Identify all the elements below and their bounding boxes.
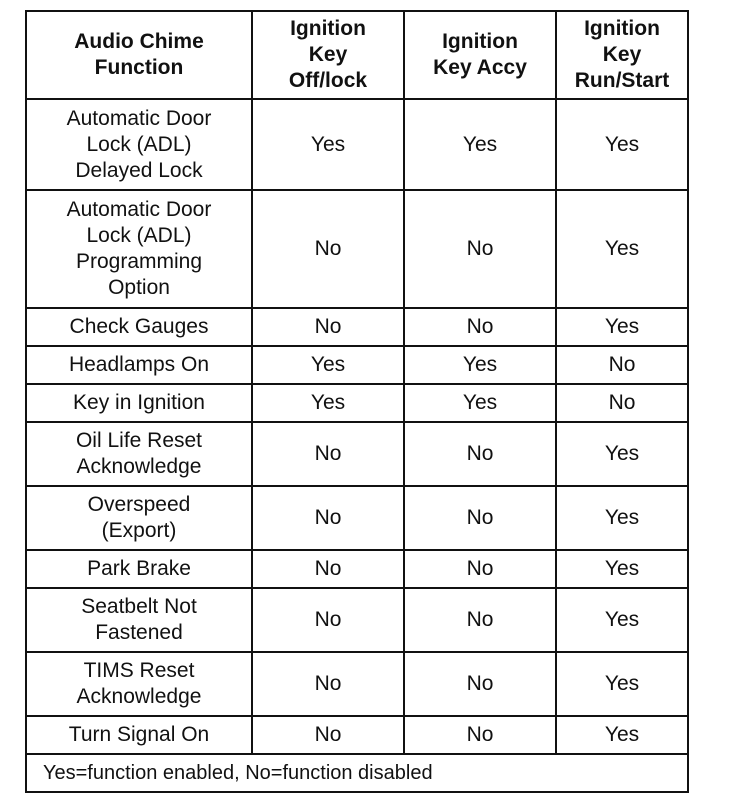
run-start-cell: Yes [556,308,688,346]
function-cell: Turn Signal On [26,716,252,754]
accy-cell: No [404,588,556,652]
audio-chime-table [25,10,689,793]
off-lock-cell: No [252,550,404,588]
header-ignition-key-run-start: Ignition Key Run/Start [556,11,688,99]
table-row [26,550,688,588]
header-audio-chime-function: Audio Chime Function [26,11,252,99]
function-cell: TIMS Reset Acknowledge [26,652,252,716]
function-cell: Automatic Door Lock (ADL) Delayed Lock [26,99,252,190]
footnote: Yes=function enabled, No=function disabled [26,754,688,792]
run-start-cell: Yes [556,588,688,652]
run-start-cell: No [556,346,688,384]
accy-cell: No [404,308,556,346]
header-ignition-key-accy: Ignition Key Accy [404,11,556,99]
table-row [26,99,688,190]
table-row [26,716,688,754]
table-row [26,190,688,308]
accy-cell: Yes [404,384,556,422]
off-lock-cell: No [252,486,404,550]
table-row [26,346,688,384]
off-lock-cell: Yes [252,384,404,422]
off-lock-cell: No [252,588,404,652]
function-cell: Oil Life Reset Acknowledge [26,422,252,486]
accy-cell: No [404,652,556,716]
header-ignition-key-off-lock: Ignition Key Off/lock [252,11,404,99]
table-row [26,486,688,550]
table-row [26,588,688,652]
table-row [26,308,688,346]
accy-cell: No [404,422,556,486]
off-lock-cell: Yes [252,346,404,384]
header-row [26,11,688,99]
off-lock-cell: No [252,716,404,754]
accy-cell: Yes [404,346,556,384]
table-row [26,384,688,422]
run-start-cell: Yes [556,190,688,308]
table-row [26,652,688,716]
off-lock-cell: No [252,652,404,716]
footnote-row [26,754,688,792]
run-start-cell: Yes [556,99,688,190]
run-start-cell: No [556,384,688,422]
accy-cell: No [404,550,556,588]
function-cell: Overspeed (Export) [26,486,252,550]
run-start-cell: Yes [556,486,688,550]
accy-cell: No [404,486,556,550]
table-row [26,422,688,486]
function-cell: Seatbelt Not Fastened [26,588,252,652]
accy-cell: No [404,716,556,754]
function-cell: Key in Ignition [26,384,252,422]
run-start-cell: Yes [556,652,688,716]
run-start-cell: Yes [556,716,688,754]
off-lock-cell: No [252,190,404,308]
accy-cell: Yes [404,99,556,190]
run-start-cell: Yes [556,550,688,588]
off-lock-cell: No [252,422,404,486]
off-lock-cell: No [252,308,404,346]
accy-cell: No [404,190,556,308]
function-cell: Automatic Door Lock (ADL) Programming Option [26,190,252,308]
run-start-cell: Yes [556,422,688,486]
function-cell: Park Brake [26,550,252,588]
function-cell: Check Gauges [26,308,252,346]
off-lock-cell: Yes [252,99,404,190]
function-cell: Headlamps On [26,346,252,384]
